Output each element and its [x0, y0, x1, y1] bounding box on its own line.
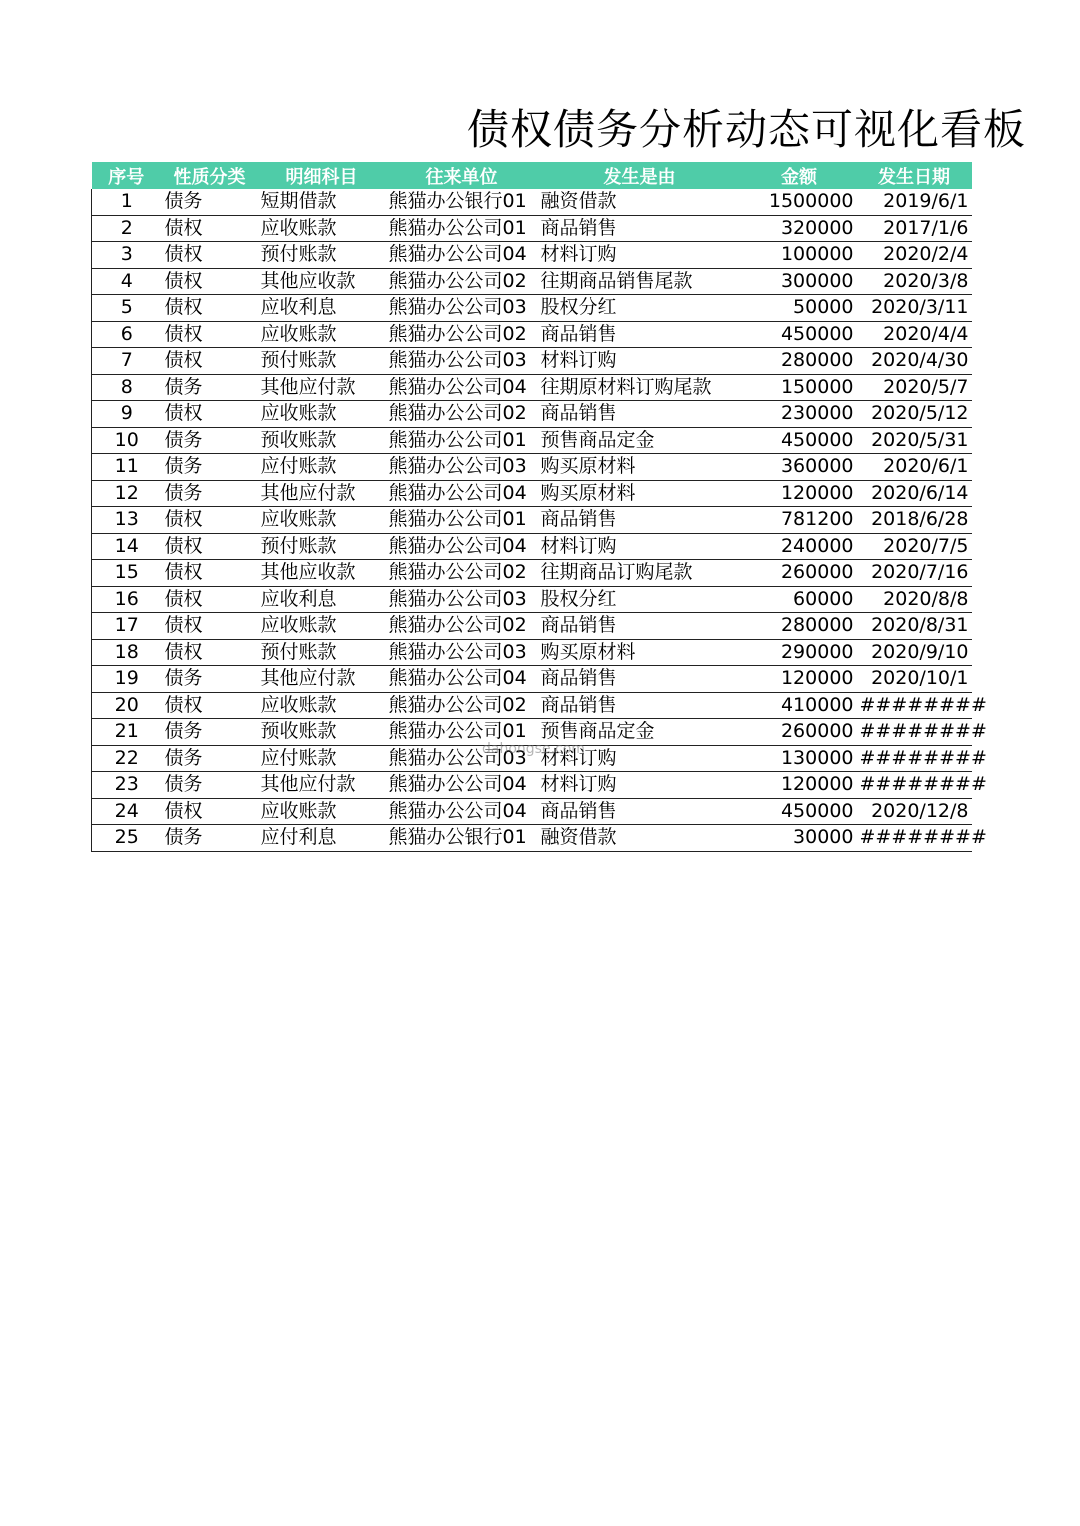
header-row	[92, 162, 972, 189]
cell-amount: 320000	[742, 215, 857, 242]
cell-reason: 商品销售	[538, 666, 742, 693]
cell-reason: 材料订购	[538, 242, 742, 269]
cell-unit: 熊猫办公公司04	[386, 798, 538, 825]
table-row	[92, 321, 972, 348]
cell-type: 债务	[162, 480, 258, 507]
cell-item: 应收利息	[258, 586, 386, 613]
cell-amount: 450000	[742, 321, 857, 348]
cell-reason: 材料订购	[538, 533, 742, 560]
cell-date: ########	[857, 745, 972, 772]
cell-date: 2020/5/12	[857, 401, 972, 428]
cell-unit: 熊猫办公公司02	[386, 401, 538, 428]
cell-date: 2020/8/31	[857, 613, 972, 640]
cell-item: 应付利息	[258, 825, 386, 852]
table-row	[92, 692, 972, 719]
table-row	[92, 268, 972, 295]
cell-date: ########	[857, 772, 972, 799]
cell-reason: 商品销售	[538, 692, 742, 719]
cell-amount: 100000	[742, 242, 857, 269]
cell-type: 债权	[162, 798, 258, 825]
cell-unit: 熊猫办公公司03	[386, 586, 538, 613]
cell-unit: 熊猫办公公司01	[386, 507, 538, 534]
cell-amount: 130000	[742, 745, 857, 772]
cell-item: 应收利息	[258, 295, 386, 322]
table-row	[92, 666, 972, 693]
cell-type: 债务	[162, 189, 258, 215]
cell-item: 应收账款	[258, 507, 386, 534]
cell-unit: 熊猫办公公司03	[386, 295, 538, 322]
cell-amount: 230000	[742, 401, 857, 428]
cell-reason: 商品销售	[538, 613, 742, 640]
cell-reason: 购买原材料	[538, 480, 742, 507]
table-row	[92, 242, 972, 269]
cell-reason: 商品销售	[538, 321, 742, 348]
cell-item: 其他应付款	[258, 772, 386, 799]
table-row	[92, 825, 972, 852]
cell-amount: 120000	[742, 666, 857, 693]
cell-amount: 260000	[742, 560, 857, 587]
table-row	[92, 586, 972, 613]
cell-reason: 商品销售	[538, 798, 742, 825]
cell-unit: 熊猫办公公司03	[386, 639, 538, 666]
cell-reason: 融资借款	[538, 825, 742, 852]
cell-reason: 往期商品销售尾款	[538, 268, 742, 295]
cell-amount: 450000	[742, 427, 857, 454]
cell-unit: 熊猫办公公司04	[386, 666, 538, 693]
cell-unit: 熊猫办公公司02	[386, 321, 538, 348]
table-row	[92, 189, 972, 215]
header-cell-type: 性质分类	[162, 162, 258, 189]
table-row	[92, 639, 972, 666]
cell-date: 2020/12/8	[857, 798, 972, 825]
cell-no: 25	[92, 825, 162, 852]
cell-date: 2020/3/11	[857, 295, 972, 322]
header-cell-reason: 发生是由	[538, 162, 742, 189]
cell-no: 6	[92, 321, 162, 348]
cell-amount: 450000	[742, 798, 857, 825]
header-cell-amount: 金额	[742, 162, 857, 189]
cell-no: 17	[92, 613, 162, 640]
cell-no: 23	[92, 772, 162, 799]
cell-date: ########	[857, 719, 972, 746]
cell-amount: 781200	[742, 507, 857, 534]
cell-type: 债权	[162, 586, 258, 613]
cell-no: 1	[92, 189, 162, 215]
cell-type: 债权	[162, 533, 258, 560]
cell-reason: 商品销售	[538, 507, 742, 534]
cell-unit: 熊猫办公公司04	[386, 242, 538, 269]
cell-date: 2019/6/1	[857, 189, 972, 215]
cell-unit: 熊猫办公公司01	[386, 427, 538, 454]
cell-type: 债务	[162, 454, 258, 481]
cell-unit: 熊猫办公公司03	[386, 745, 538, 772]
table-row	[92, 348, 972, 375]
cell-type: 债务	[162, 427, 258, 454]
cell-type: 债权	[162, 295, 258, 322]
cell-amount: 50000	[742, 295, 857, 322]
cell-no: 20	[92, 692, 162, 719]
cell-no: 16	[92, 586, 162, 613]
cell-type: 债务	[162, 745, 258, 772]
cell-date: ########	[857, 825, 972, 852]
cell-unit: 熊猫办公公司03	[386, 348, 538, 375]
title-area	[91, 100, 1027, 160]
cell-reason: 购买原材料	[538, 639, 742, 666]
cell-unit: 熊猫办公公司02	[386, 692, 538, 719]
cell-no: 9	[92, 401, 162, 428]
cell-item: 其他应收款	[258, 560, 386, 587]
header-cell-date: 发生日期	[857, 162, 972, 189]
cell-item: 应收账款	[258, 401, 386, 428]
cell-amount: 150000	[742, 374, 857, 401]
cell-type: 债权	[162, 401, 258, 428]
header-cell-unit: 往来单位	[386, 162, 538, 189]
cell-type: 债务	[162, 772, 258, 799]
table-row	[92, 507, 972, 534]
cell-reason: 商品销售	[538, 401, 742, 428]
cell-amount: 280000	[742, 348, 857, 375]
cell-unit: 熊猫办公公司01	[386, 719, 538, 746]
sheet-title: 债权债务分析动态可视化看板	[467, 105, 1027, 154]
table-row	[92, 454, 972, 481]
cell-date: 2020/8/8	[857, 586, 972, 613]
cell-amount: 360000	[742, 454, 857, 481]
cell-date: 2020/10/1	[857, 666, 972, 693]
cell-date: 2020/3/8	[857, 268, 972, 295]
cell-item: 应收账款	[258, 321, 386, 348]
cell-date: 2020/5/7	[857, 374, 972, 401]
cell-no: 5	[92, 295, 162, 322]
cell-no: 24	[92, 798, 162, 825]
cell-type: 债权	[162, 560, 258, 587]
cell-amount: 280000	[742, 613, 857, 640]
table-row	[92, 798, 972, 825]
cell-unit: 熊猫办公公司02	[386, 613, 538, 640]
cell-unit: 熊猫办公公司04	[386, 533, 538, 560]
cell-no: 18	[92, 639, 162, 666]
cell-reason: 购买原材料	[538, 454, 742, 481]
table-row	[92, 401, 972, 428]
cell-unit: 熊猫办公银行01	[386, 825, 538, 852]
cell-item: 应收账款	[258, 613, 386, 640]
cell-amount: 120000	[742, 480, 857, 507]
cell-item: 应收账款	[258, 215, 386, 242]
cell-item: 预付账款	[258, 348, 386, 375]
cell-amount: 120000	[742, 772, 857, 799]
cell-amount: 240000	[742, 533, 857, 560]
cell-date: 2020/6/1	[857, 454, 972, 481]
cell-reason: 预售商品定金	[538, 719, 742, 746]
cell-date: 2018/6/28	[857, 507, 972, 534]
cell-amount: 260000	[742, 719, 857, 746]
cell-unit: 熊猫办公公司04	[386, 374, 538, 401]
cell-date: 2020/4/30	[857, 348, 972, 375]
cell-no: 11	[92, 454, 162, 481]
cell-no: 7	[92, 348, 162, 375]
cell-reason: 材料订购	[538, 348, 742, 375]
cell-unit: 熊猫办公银行01	[386, 189, 538, 215]
table-row	[92, 295, 972, 322]
cell-reason: 往期原材料订购尾款	[538, 374, 742, 401]
ledger-body	[92, 189, 987, 851]
cell-no: 15	[92, 560, 162, 587]
cell-date: ########	[857, 692, 972, 719]
cell-item: 预付账款	[258, 639, 386, 666]
cell-type: 债权	[162, 348, 258, 375]
cell-item: 其他应付款	[258, 374, 386, 401]
cell-no: 12	[92, 480, 162, 507]
cell-reason: 往期商品订购尾款	[538, 560, 742, 587]
cell-item: 预付账款	[258, 242, 386, 269]
watermark-text: dahongse.com	[482, 741, 585, 757]
cell-no: 4	[92, 268, 162, 295]
cell-date: 2020/7/5	[857, 533, 972, 560]
table-row	[92, 719, 972, 746]
cell-item: 预付账款	[258, 533, 386, 560]
cell-date: 2020/7/16	[857, 560, 972, 587]
cell-type: 债务	[162, 666, 258, 693]
cell-type: 债权	[162, 639, 258, 666]
ledger-table	[91, 162, 987, 852]
cell-date: 2020/9/10	[857, 639, 972, 666]
cell-item: 应付账款	[258, 745, 386, 772]
header-cell-item: 明细科目	[258, 162, 386, 189]
table-row	[92, 745, 972, 772]
cell-no: 2	[92, 215, 162, 242]
cell-reason: 预售商品定金	[538, 427, 742, 454]
cell-unit: 熊猫办公公司03	[386, 454, 538, 481]
table-row	[92, 772, 972, 799]
cell-reason: 材料订购	[538, 772, 742, 799]
cell-reason: 股权分红	[538, 586, 742, 613]
cell-no: 21	[92, 719, 162, 746]
cell-no: 3	[92, 242, 162, 269]
cell-item: 预收账款	[258, 719, 386, 746]
cell-type: 债权	[162, 321, 258, 348]
cell-amount: 30000	[742, 825, 857, 852]
cell-no: 8	[92, 374, 162, 401]
cell-unit: 熊猫办公公司01	[386, 215, 538, 242]
cell-amount: 290000	[742, 639, 857, 666]
cell-item: 应收账款	[258, 692, 386, 719]
cell-reason: 股权分红	[538, 295, 742, 322]
cell-amount: 410000	[742, 692, 857, 719]
cell-no: 10	[92, 427, 162, 454]
header-cell-no: 序号	[92, 162, 162, 189]
table-row	[92, 613, 972, 640]
cell-reason: 融资借款	[538, 189, 742, 215]
cell-item: 其他应付款	[258, 666, 386, 693]
cell-unit: 熊猫办公公司04	[386, 772, 538, 799]
cell-amount: 300000	[742, 268, 857, 295]
cell-unit: 熊猫办公公司04	[386, 480, 538, 507]
cell-type: 债权	[162, 613, 258, 640]
cell-type: 债务	[162, 719, 258, 746]
cell-no: 22	[92, 745, 162, 772]
cell-date: 2020/2/4	[857, 242, 972, 269]
cell-item: 其他应付款	[258, 480, 386, 507]
cell-no: 13	[92, 507, 162, 534]
cell-no: 19	[92, 666, 162, 693]
cell-amount: 1500000	[742, 189, 857, 215]
cell-date: 2020/6/14	[857, 480, 972, 507]
cell-item: 预收账款	[258, 427, 386, 454]
cell-item: 应收账款	[258, 798, 386, 825]
cell-type: 债权	[162, 692, 258, 719]
cell-type: 债权	[162, 215, 258, 242]
ledger-table-viewport	[91, 162, 987, 852]
table-row	[92, 215, 972, 242]
cell-unit: 熊猫办公公司02	[386, 560, 538, 587]
cell-date: 2020/5/31	[857, 427, 972, 454]
cell-type: 债权	[162, 242, 258, 269]
cell-type: 债权	[162, 507, 258, 534]
table-row	[92, 533, 972, 560]
cell-date: 2020/4/4	[857, 321, 972, 348]
cell-type: 债务	[162, 825, 258, 852]
cell-reason: 材料订购	[538, 745, 742, 772]
table-row	[92, 374, 972, 401]
cell-no: 14	[92, 533, 162, 560]
cell-item: 短期借款	[258, 189, 386, 215]
table-row	[92, 560, 972, 587]
cell-item: 应付账款	[258, 454, 386, 481]
cell-type: 债务	[162, 374, 258, 401]
table-row	[92, 427, 972, 454]
cell-reason: 商品销售	[538, 215, 742, 242]
cell-type: 债权	[162, 268, 258, 295]
cell-date: 2017/1/6	[857, 215, 972, 242]
cell-unit: 熊猫办公公司02	[386, 268, 538, 295]
cell-item: 其他应收款	[258, 268, 386, 295]
cell-amount: 60000	[742, 586, 857, 613]
table-row	[92, 480, 972, 507]
